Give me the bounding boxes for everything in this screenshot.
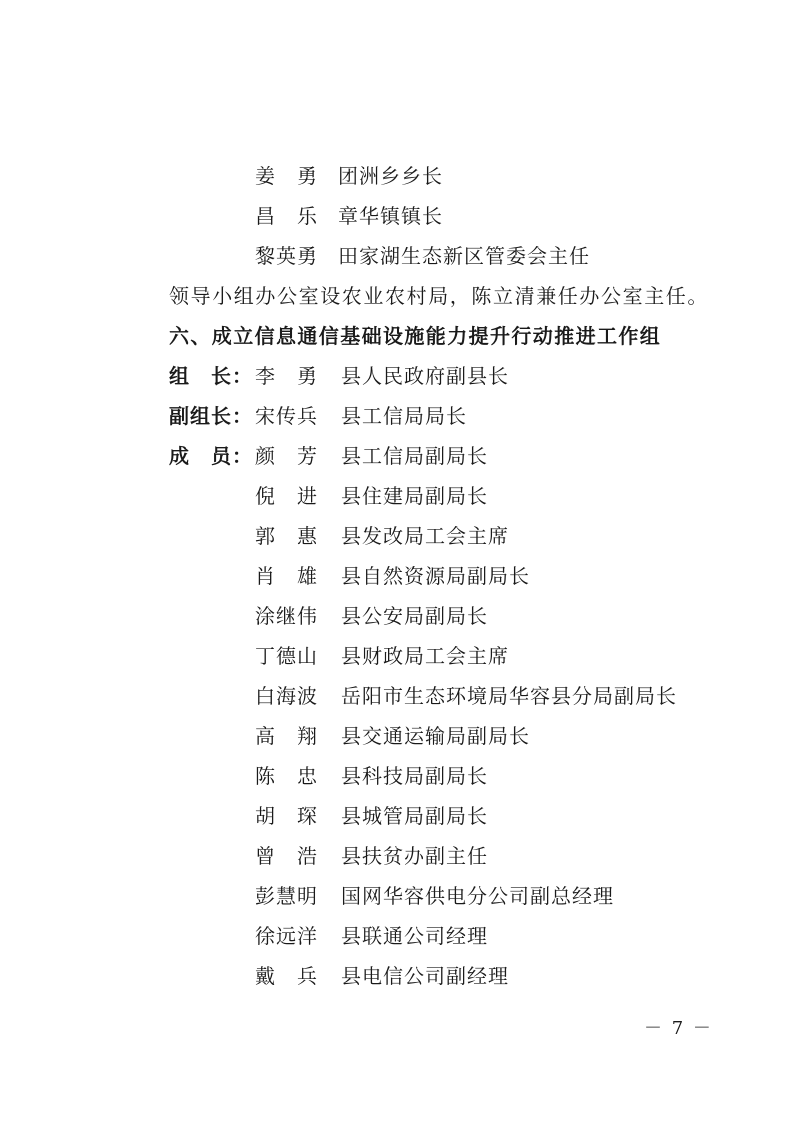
- member-name: 黎英勇: [255, 244, 318, 268]
- member-name: 曾 浩: [255, 844, 318, 868]
- member-name: 涂继伟: [255, 604, 318, 628]
- member-title: 县扶贫办副主任: [341, 844, 488, 868]
- member-title: 章华镇镇长: [338, 204, 443, 228]
- members-label: 成 员：: [169, 444, 253, 468]
- section-heading: 六、成立信息通信基础设施能力提升行动推进工作组: [169, 324, 662, 348]
- member-title: 县自然资源局副局长: [341, 564, 530, 588]
- member-name: 胡 琛: [255, 804, 318, 828]
- page-number: － 7 －: [644, 1018, 713, 1039]
- member-title: 县交通运输局副局长: [341, 724, 530, 748]
- member-name: 丁德山: [255, 644, 318, 668]
- member-name: 戴 兵: [255, 964, 318, 988]
- member-name: 彭慧明: [255, 884, 318, 908]
- member-name: 郭 惠: [255, 524, 318, 548]
- member-name: 陈 忠: [255, 764, 318, 788]
- leader-label: 组 长：: [169, 364, 253, 388]
- deputy-leader-name: 宋传兵: [255, 404, 318, 428]
- member-title: 县财政局工会主席: [341, 644, 509, 668]
- member-name: 倪 进: [255, 484, 318, 508]
- member-title: 县科技局副局长: [341, 764, 488, 788]
- member-title: 岳阳市生态环境局华容县分局副局长: [341, 684, 677, 708]
- leader-title: 县人民政府副县长: [341, 364, 509, 388]
- member-title: 县城管局副局长: [341, 804, 488, 828]
- office-note: 领导小组办公室设农业农村局，陈立清兼任办公室主任。: [169, 284, 709, 308]
- member-title: 田家湖生态新区管委会主任: [338, 244, 590, 268]
- member-name: 白海波: [255, 684, 318, 708]
- member-name: 颜 芳: [255, 444, 318, 468]
- member-title: 团洲乡乡长: [338, 164, 443, 188]
- member-name: 徐远洋: [255, 924, 318, 948]
- leader-name: 李 勇: [255, 364, 318, 388]
- member-title: 县联通公司经理: [341, 924, 488, 948]
- member-name: 高 翔: [255, 724, 318, 748]
- member-name: 昌 乐: [255, 204, 318, 228]
- member-name: 姜 勇: [255, 164, 318, 188]
- member-name: 肖 雄: [255, 564, 318, 588]
- member-title: 国网华容供电分公司副总经理: [341, 884, 614, 908]
- member-title: 县住建局副局长: [341, 484, 488, 508]
- member-title: 县电信公司副经理: [341, 964, 509, 988]
- deputy-leader-label: 副组长：: [169, 404, 253, 428]
- deputy-leader-title: 县工信局局长: [341, 404, 467, 428]
- member-title: 县发改局工会主席: [341, 524, 509, 548]
- member-title: 县公安局副局长: [341, 604, 488, 628]
- member-title: 县工信局副局长: [341, 444, 488, 468]
